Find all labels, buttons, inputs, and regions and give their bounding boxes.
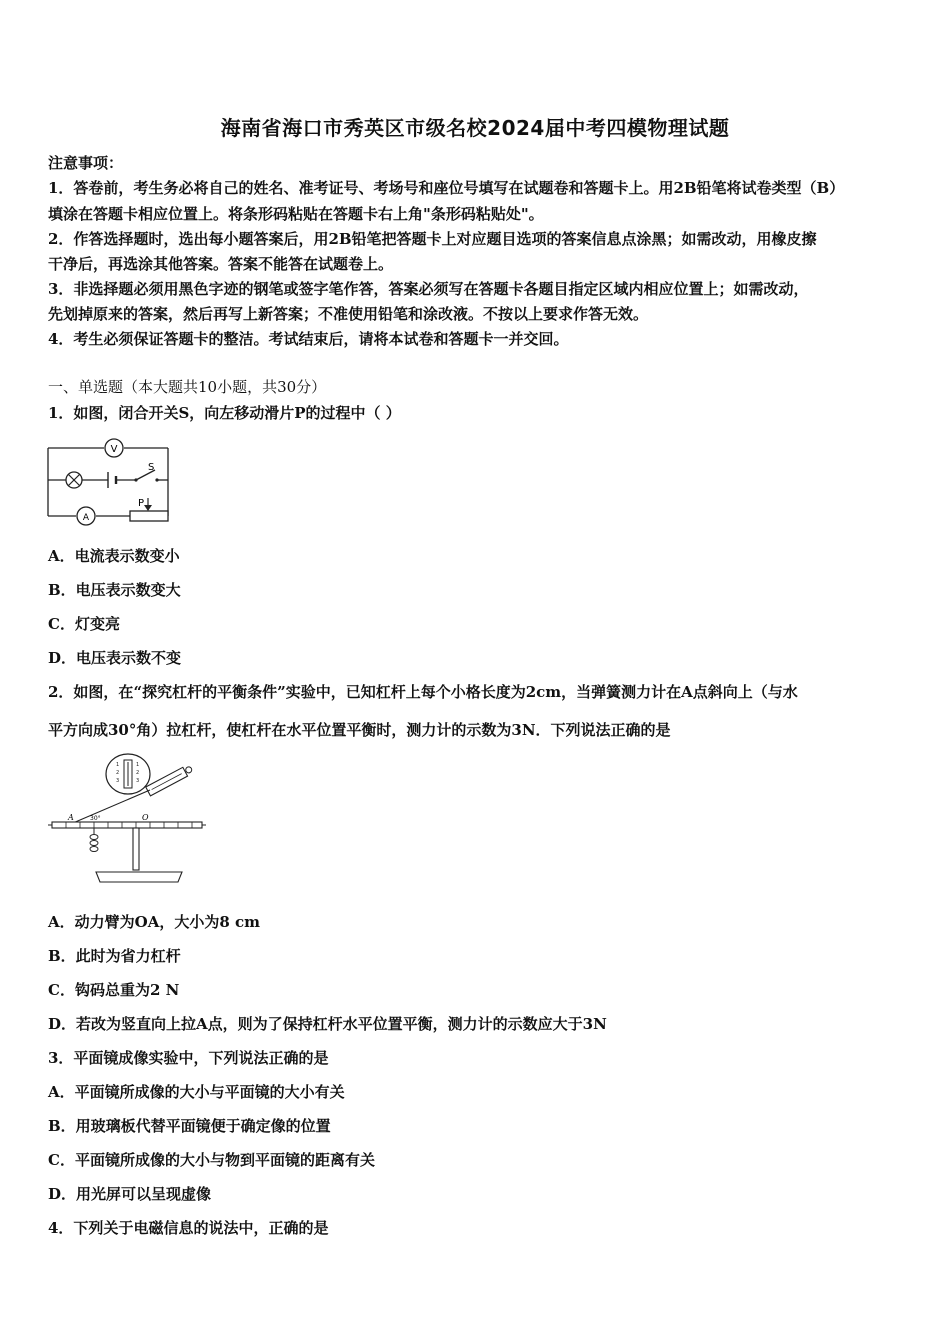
slider-label: P bbox=[138, 498, 145, 509]
q2-stem-line: 2．如图，在“探究杠杆的平衡条件”实验中，已知杠杆上每个小格长度为2cm，当弹簧测力计在A点斜向上（与水 bbox=[48, 683, 798, 701]
q2-option: C．钩码总重为2 N bbox=[48, 981, 180, 999]
q1-option: B．电压表示数变大 bbox=[48, 581, 181, 599]
q2-stem-line: 平方向成30°角）拉杠杆，使杠杆在水平位置平衡时，测力计的示数为3N．下列说法正确的是 bbox=[48, 721, 671, 739]
switch-label: S bbox=[148, 462, 155, 473]
svg-text:1: 1 bbox=[136, 762, 140, 768]
q2-option: B．此时为省力杠杆 bbox=[48, 947, 181, 965]
notice-line: 4．考生必须保证答题卡的整洁。考试结束后，请将本试卷和答题卡一并交回。 bbox=[48, 330, 569, 348]
svg-text:3: 3 bbox=[116, 778, 120, 784]
angle-label: 30° bbox=[90, 815, 101, 822]
page-title: 海南省海口市秀英区市级名校2024届中考四模物理试题 bbox=[220, 116, 730, 140]
notice-line: 2．作答选择题时，选出每小题答案后，用2B铅笔把答题卡上对应题目选项的答案信息点涂黑；如需改动，用橡皮擦 bbox=[48, 230, 817, 248]
switch-icon bbox=[134, 462, 158, 482]
ammeter-icon bbox=[77, 507, 95, 525]
svg-text:3: 3 bbox=[136, 778, 140, 784]
notice-line: 干净后，再选涂其他答案。答案不能答在试题卷上。 bbox=[48, 255, 394, 273]
pull-line bbox=[66, 790, 150, 826]
q1-circuit-figure bbox=[44, 434, 174, 530]
spring-scale-icon bbox=[146, 764, 194, 796]
lamp-icon bbox=[66, 472, 82, 488]
lever-bar bbox=[48, 813, 206, 828]
q2-lever-figure bbox=[46, 752, 206, 892]
q3-option: D．用光屏可以呈现虚像 bbox=[48, 1185, 212, 1203]
q3-stem: 3．平面镜成像实验中，下列说法正确的是 bbox=[48, 1049, 329, 1067]
rheostat-icon bbox=[130, 498, 168, 521]
point-a-label: A bbox=[68, 813, 74, 822]
q4-stem: 4．下列关于电磁信息的说法中，正确的是 bbox=[48, 1219, 329, 1237]
notice-heading: 注意事项： bbox=[48, 154, 124, 172]
q3-option: B．用玻璃板代替平面镜便于确定像的位置 bbox=[48, 1117, 331, 1135]
hook-weights-icon bbox=[90, 828, 98, 852]
voltmeter-label: V bbox=[110, 444, 118, 455]
section-heading: 一、单选题（本大题共10小题，共30分） bbox=[48, 378, 327, 396]
lever-stand bbox=[96, 828, 182, 882]
q2-option: A．动力臂为OA，大小为8 cm bbox=[48, 913, 261, 931]
ammeter-label: A bbox=[82, 513, 90, 523]
q1-stem: 1．如图，闭合开关S，向左移动滑片P的过程中（ ） bbox=[48, 404, 401, 422]
svg-text:2: 2 bbox=[116, 770, 120, 776]
q1-option: D．电压表示数不变 bbox=[48, 649, 182, 667]
notice-line: 先划掉原来的答案，然后再写上新答案；不准使用铅笔和涂改液。不按以上要求作答无效。 bbox=[48, 305, 649, 323]
spring-scale-detail-icon bbox=[106, 754, 150, 794]
svg-text:1: 1 bbox=[116, 762, 120, 768]
q1-option: A．电流表示数变小 bbox=[48, 547, 180, 565]
q2-option: D．若改为竖直向上拉A点，则为了保持杠杆水平位置平衡，测力计的示数应大于3N bbox=[48, 1015, 607, 1033]
battery-icon bbox=[108, 472, 116, 488]
q3-option: C．平面镜所成像的大小与物到平面镜的距离有关 bbox=[48, 1151, 375, 1169]
q3-option: A．平面镜所成像的大小与平面镜的大小有关 bbox=[48, 1083, 345, 1101]
notice-line: 1．答卷前，考生务必将自己的姓名、准考证号、考场号和座位号填写在试题卷和答题卡上。用2B铅笔将试卷类型（B） bbox=[48, 179, 845, 197]
svg-text:2: 2 bbox=[136, 770, 140, 776]
q1-option: C．灯变亮 bbox=[48, 615, 120, 633]
pivot-o-label: O bbox=[142, 813, 149, 822]
notice-line: 填涂在答题卡相应位置上。将条形码粘贴在答题卡右上角"条形码粘贴处"。 bbox=[48, 205, 544, 223]
notice-line: 3．非选择题必须用黑色字迹的钢笔或签字笔作答，答案必须写在答题卡各题目指定区域内相应位置上；如需改动， bbox=[48, 280, 809, 298]
voltmeter-icon bbox=[105, 439, 123, 457]
